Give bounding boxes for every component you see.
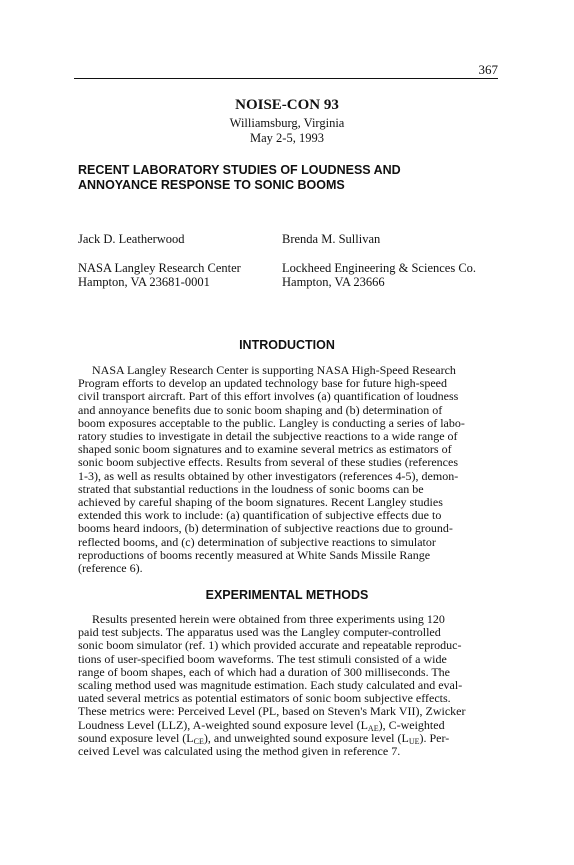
paragraph-line: boom exposures acceptable to the public. Langley is conducting a series of labo- (78, 415, 465, 430)
paragraph-line: reflected booms, and (c) determination of subjective reactions to simulator (78, 534, 436, 549)
paragraph-line: shaped sonic boom signatures and to examine several metrics as estimators of (78, 442, 452, 457)
paragraph-line: tions of user-specified boom waveforms. The test stimuli consisted of a wide (78, 651, 447, 666)
author-name: Jack D. Leatherwood (78, 232, 185, 246)
paragraph-line: Results presented herein were obtained from three experiments using 120 (92, 612, 445, 626)
conference-title: NOISE-CON 93 (235, 97, 339, 113)
methods-heading: EXPERIMENTAL METHODS (205, 588, 369, 602)
methods-paragraph (78, 613, 498, 758)
author-affiliation: NASA Langley Research Center (78, 260, 241, 275)
paragraph-line: booms heard indoors, (b) determination of subjective reactions due to ground- (78, 521, 453, 536)
introduction-paragraph (78, 364, 498, 575)
author-address: Hampton, VA 23666 (282, 275, 385, 289)
paragraph-line: (reference 6). (78, 561, 143, 576)
conference-location: Williamsburg, Virginia (229, 116, 345, 130)
paper-title (78, 163, 498, 193)
paragraph-line: ratory studies to investigate in detail the subjective reactions to a wide range of (78, 429, 458, 444)
paragraph-line: paid test subjects. The apparatus used was the Langley computer-controlled (78, 625, 441, 640)
subscript-ae: AE (367, 723, 379, 733)
conference-dates: May 2-5, 1993 (250, 131, 324, 145)
header-rule (74, 78, 498, 79)
paragraph-line: civil transport aircraft. Part of this effort involves (a) quantification of loudness (78, 389, 459, 404)
page-number: 367 (478, 62, 498, 77)
line-text: ), and unweighted sound exposure level (L (203, 730, 409, 745)
author-affiliation: Lockheed Engineering & Sciences Co. (282, 260, 477, 275)
line-text: sound exposure level (L (78, 730, 194, 745)
introduction-heading: INTRODUCTION (239, 338, 335, 352)
paper-title-line: RECENT LABORATORY STUDIES OF LOUDNESS AND (78, 163, 401, 177)
line-text: Loudness Level (LLZ), A-weighted sound exposure level (L (78, 717, 368, 732)
paragraph-line: sonic boom simulator (ref. 1) which provided accurate and repeatable reproduc- (78, 638, 462, 653)
paragraph-line: These metrics were: Perceived Level (PL, based on Steven's Mark VII), Zwicker (78, 704, 466, 719)
paragraph-line: Program efforts to develop an updated technology base for future high-speed (78, 376, 447, 391)
author-block-leatherwood (78, 232, 241, 290)
line-text: ). Per- (419, 730, 450, 745)
paragraph-line: uated several metrics as potential estimators of sonic boom subjective effects. (78, 691, 451, 706)
paper-title-line: ANNOYANCE RESPONSE TO SONIC BOOMS (78, 178, 345, 192)
author-address: Hampton, VA 23681-0001 (78, 275, 210, 289)
subscript-ue: UE (408, 736, 420, 746)
paragraph-line: 1-3), as well as results obtained by other investigators (references 4-5), demon- (78, 468, 459, 483)
line-text: ), C-weighted (378, 717, 445, 732)
paragraph-line: and annoyance benefits due to sonic boom shaping and (b) determination of (78, 402, 443, 417)
paragraph-line: strated that substantial reductions in the loudness of sonic booms can be (78, 481, 424, 496)
paragraph-line: scaling method used was magnitude estimation. Each study calculated and eval- (78, 678, 463, 693)
paragraph-line: NASA Langley Research Center is supporting NASA High-Speed Research (92, 363, 456, 377)
paragraph-line: range of boom shapes, each of which had a duration of 300 milliseconds. The (78, 664, 451, 679)
paragraph-line: achieved by careful shaping of the boom signatures. Recent Langley studies (78, 495, 443, 510)
paragraph-line: extended this work to include: (a) quantification of subjective effects due to (78, 508, 442, 523)
paragraph-line: ceived Level was calculated using the method given in reference 7. (78, 744, 401, 759)
paragraph-line: sonic boom subjective effects. Results from several of these studies (references (78, 455, 458, 470)
subscript-ce: CE (193, 736, 204, 746)
paragraph-line: reproductions of booms recently measured at White Sands Missile Range (78, 547, 431, 562)
author-block-sullivan (282, 232, 476, 290)
author-name: Brenda M. Sullivan (282, 232, 381, 246)
